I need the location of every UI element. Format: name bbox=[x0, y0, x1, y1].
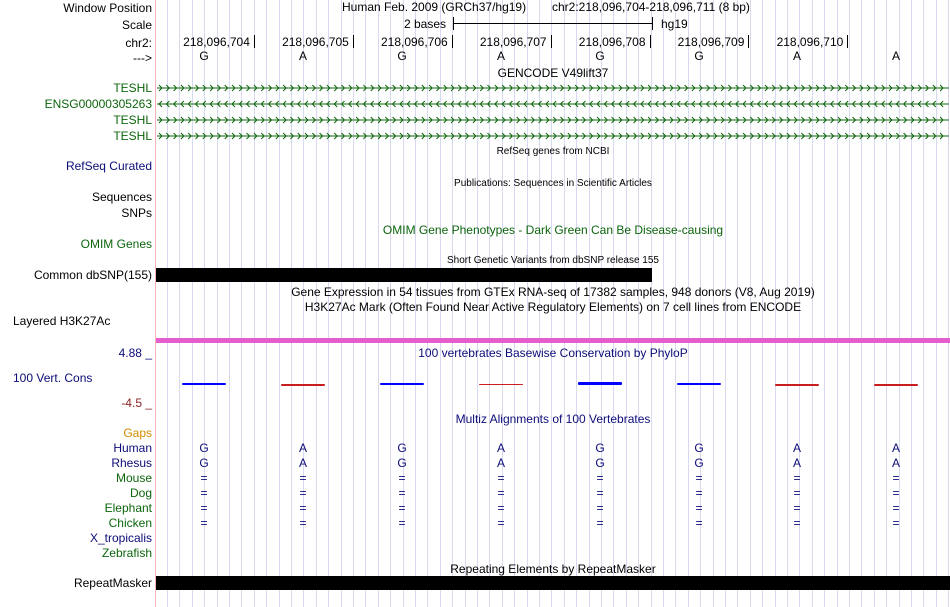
gencode-item-label[interactable]: TESHL bbox=[113, 81, 152, 95]
multiz-base: = bbox=[596, 516, 604, 530]
sequence-base: A bbox=[891, 49, 900, 63]
sequence-base: G bbox=[199, 49, 209, 63]
window-position-label: Window Position bbox=[63, 1, 152, 15]
conservation-bar[interactable] bbox=[874, 384, 918, 386]
multiz-base: G bbox=[595, 456, 605, 470]
scale-bar-left-tick bbox=[453, 17, 454, 30]
multiz-species-label[interactable]: Mouse bbox=[115, 471, 152, 485]
multiz-base: A bbox=[792, 441, 801, 455]
sequence-base: A bbox=[298, 49, 307, 63]
multiz-base: = bbox=[299, 486, 307, 500]
ruler-tick-label: 218,096,705 bbox=[282, 35, 349, 49]
multiz-base: = bbox=[793, 516, 801, 530]
multiz-species-label[interactable]: Zebrafish bbox=[101, 546, 152, 560]
ruler-tick-mark bbox=[847, 35, 848, 48]
ruler-tick-mark bbox=[452, 35, 453, 48]
ruler-tick-mark bbox=[650, 35, 651, 48]
multiz-gaps-label: Gaps bbox=[123, 426, 152, 440]
multiz-base: A bbox=[496, 456, 505, 470]
conservation-track-label[interactable]: 100 Vert. Cons bbox=[13, 371, 93, 385]
multiz-base: = bbox=[398, 501, 406, 515]
strand-label: ---> bbox=[133, 51, 152, 65]
ruler-tick-mark bbox=[353, 35, 354, 48]
multiz-base: = bbox=[299, 516, 307, 530]
ruler-tick-label: 218,096,704 bbox=[183, 35, 250, 49]
multiz-base: = bbox=[299, 471, 307, 485]
scale-db: hg19 bbox=[661, 17, 688, 31]
refseq-track-title: RefSeq genes from NCBI bbox=[496, 146, 610, 157]
multiz-base: = bbox=[793, 486, 801, 500]
gencode-transcript-line[interactable] bbox=[157, 82, 949, 94]
ruler-tick-label: 218,096,707 bbox=[479, 35, 547, 49]
multiz-base: = bbox=[200, 501, 208, 515]
gencode-transcript-line[interactable] bbox=[157, 114, 949, 126]
multiz-base: G bbox=[595, 441, 605, 455]
omim-track-label[interactable]: OMIM Genes bbox=[80, 237, 152, 251]
multiz-base: = bbox=[695, 516, 703, 530]
conservation-bar[interactable] bbox=[380, 383, 424, 385]
gencode-transcript-line[interactable] bbox=[157, 130, 949, 142]
scale-bar bbox=[453, 23, 652, 24]
gencode-item-label[interactable]: TESHL bbox=[113, 129, 152, 143]
multiz-base: = bbox=[596, 501, 604, 515]
multiz-base: = bbox=[793, 471, 801, 485]
multiz-base: G bbox=[694, 441, 704, 455]
publications-track-title: Publications: Sequences in Scientific Articles bbox=[454, 178, 652, 189]
multiz-species-label[interactable]: Chicken bbox=[108, 516, 152, 530]
omim-track-title: OMIM Gene Phenotypes - Dark Green Can Be Disease-causing bbox=[382, 223, 724, 237]
multiz-base: G bbox=[199, 456, 209, 470]
multiz-base: = bbox=[497, 516, 505, 530]
sequence-base: A bbox=[792, 49, 801, 63]
multiz-base: = bbox=[596, 486, 604, 500]
conservation-bar[interactable] bbox=[775, 384, 819, 386]
ruler-tick-mark bbox=[748, 35, 749, 48]
gencode-item-label[interactable]: ENSG00000305263 bbox=[44, 97, 152, 111]
gtex-track-title: Gene Expression in 54 tissues from GTEx RNA-seq of 17382 samples, 948 donors (V8, Aug 2019) bbox=[291, 285, 815, 299]
conservation-bar[interactable] bbox=[578, 382, 622, 385]
multiz-base: = bbox=[398, 471, 406, 485]
multiz-base: = bbox=[695, 501, 703, 515]
multiz-track-title: Multiz Alignments of 100 Vertebrates bbox=[455, 412, 651, 426]
h3k27ac-track-label[interactable]: Layered H3K27Ac bbox=[13, 314, 111, 328]
multiz-base: = bbox=[200, 516, 208, 530]
sequence-base: G bbox=[694, 49, 704, 63]
repeatmasker-track-label[interactable]: RepeatMasker bbox=[73, 576, 152, 590]
multiz-base: G bbox=[694, 456, 704, 470]
multiz-base: = bbox=[892, 471, 900, 485]
dbsnp-track-label[interactable]: Common dbSNP(155) bbox=[33, 268, 152, 282]
multiz-base: = bbox=[695, 471, 703, 485]
multiz-base: A bbox=[891, 456, 900, 470]
scale-label: Scale bbox=[121, 18, 152, 32]
multiz-species-label[interactable]: Human bbox=[113, 441, 152, 455]
multiz-species-label[interactable]: Dog bbox=[129, 486, 152, 500]
repeatmasker-feature-bar[interactable] bbox=[156, 576, 950, 590]
ruler-tick-label: 218,096,709 bbox=[677, 35, 745, 49]
multiz-base: = bbox=[892, 501, 900, 515]
publications-sequences-label[interactable]: Sequences bbox=[91, 190, 152, 204]
multiz-base: = bbox=[497, 486, 505, 500]
multiz-species-label[interactable]: Elephant bbox=[104, 501, 152, 515]
ruler-tick-label: 218,096,708 bbox=[578, 35, 646, 49]
sequence-base: A bbox=[496, 49, 505, 63]
multiz-base: = bbox=[596, 471, 604, 485]
multiz-base: = bbox=[200, 486, 208, 500]
multiz-base: = bbox=[793, 501, 801, 515]
multiz-species-label[interactable]: Rhesus bbox=[111, 456, 152, 470]
publications-snps-label[interactable]: SNPs bbox=[121, 206, 152, 220]
dbsnp-feature-bar[interactable] bbox=[156, 268, 652, 282]
multiz-base: G bbox=[397, 441, 407, 455]
sequence-base: G bbox=[595, 49, 605, 63]
conservation-bar[interactable] bbox=[677, 383, 721, 385]
h3k27ac-signal-band[interactable] bbox=[156, 338, 950, 343]
conservation-max-label: 4.88 _ bbox=[118, 346, 152, 360]
multiz-species-label[interactable]: X_tropicalis bbox=[89, 531, 152, 545]
multiz-base: = bbox=[200, 471, 208, 485]
assembly-title: Human Feb. 2009 (GRCh37/hg19) bbox=[342, 0, 527, 14]
ruler-tick-mark bbox=[254, 35, 255, 48]
multiz-base: = bbox=[892, 516, 900, 530]
dbsnp-track-title: Short Genetic Variants from dbSNP release 155 bbox=[447, 255, 659, 266]
multiz-base: A bbox=[298, 441, 307, 455]
scale-value: 2 bases bbox=[404, 17, 447, 31]
multiz-base: G bbox=[199, 441, 209, 455]
multiz-base: = bbox=[497, 501, 505, 515]
multiz-base: = bbox=[892, 486, 900, 500]
scale-bar-right-tick bbox=[652, 17, 653, 30]
conservation-track-title: 100 vertebrates Basewise Conservation by PhyloP bbox=[418, 346, 688, 360]
multiz-base: A bbox=[298, 456, 307, 470]
multiz-base: A bbox=[496, 441, 505, 455]
multiz-base: = bbox=[398, 486, 406, 500]
repeatmasker-track-title: Repeating Elements by RepeatMasker bbox=[450, 562, 656, 576]
gencode-transcript-line[interactable] bbox=[157, 98, 949, 110]
ruler-tick-label: 218,096,710 bbox=[776, 35, 844, 49]
gencode-track-title: GENCODE V49lift37 bbox=[497, 66, 609, 80]
ruler-tick-label: 218,096,706 bbox=[380, 35, 448, 49]
gencode-item-label[interactable]: TESHL bbox=[113, 113, 152, 127]
refseq-track-label[interactable]: RefSeq Curated bbox=[65, 159, 152, 173]
multiz-base: G bbox=[397, 456, 407, 470]
conservation-bar[interactable] bbox=[479, 384, 523, 385]
sequence-base: G bbox=[397, 49, 407, 63]
multiz-base: A bbox=[891, 441, 900, 455]
multiz-base: = bbox=[299, 501, 307, 515]
multiz-base: A bbox=[792, 456, 801, 470]
h3k27ac-track-title: H3K27Ac Mark (Often Found Near Active Regulatory Elements) on 7 cell lines from ENCODE bbox=[304, 300, 802, 314]
conservation-min-label: -4.5 _ bbox=[121, 396, 152, 410]
multiz-base: = bbox=[695, 486, 703, 500]
position-readout: chr2:218,096,704-218,096,711 (8 bp) bbox=[552, 0, 750, 14]
ruler-tick-mark bbox=[551, 35, 552, 48]
conservation-bar[interactable] bbox=[182, 383, 226, 385]
conservation-bar[interactable] bbox=[281, 384, 325, 386]
multiz-base: = bbox=[497, 471, 505, 485]
multiz-base: = bbox=[398, 516, 406, 530]
chrom-label: chr2: bbox=[125, 36, 152, 50]
